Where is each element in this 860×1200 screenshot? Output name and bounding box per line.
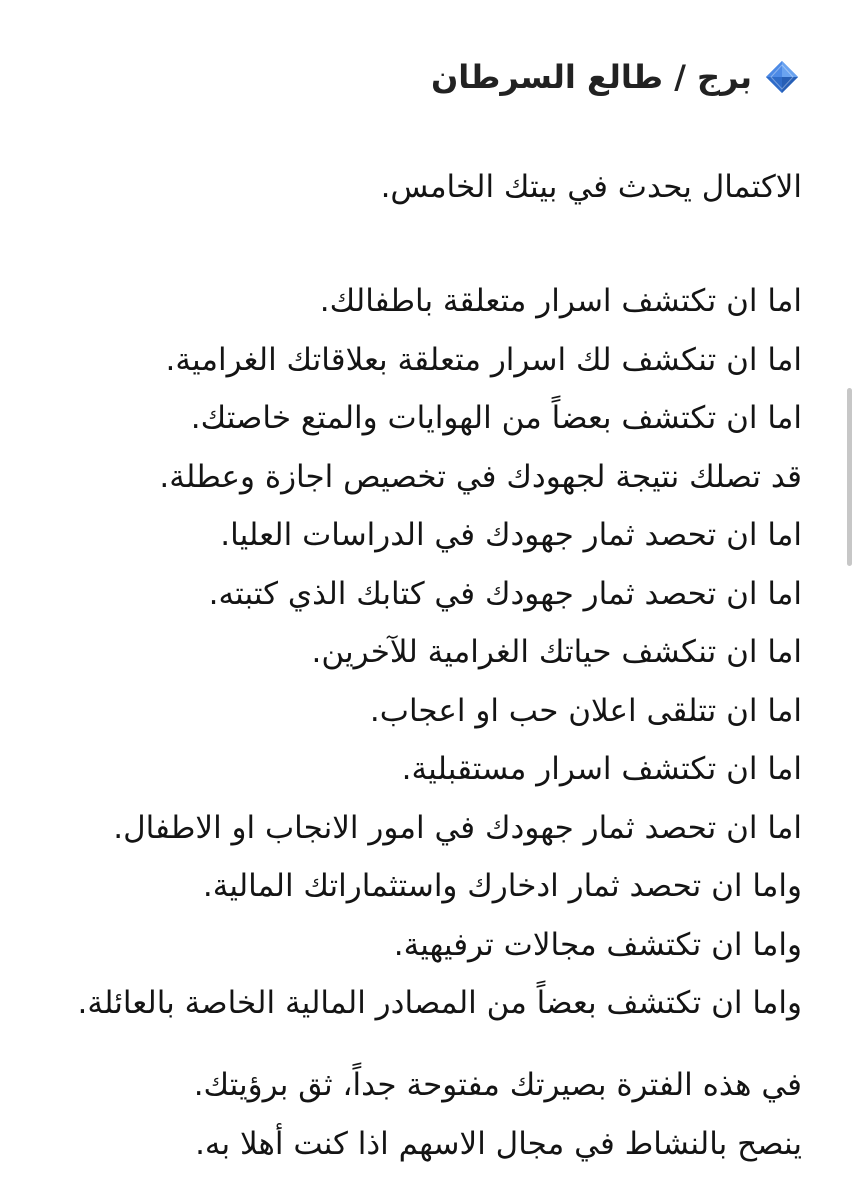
list-item: اما ان تحصد ثمار جهودك في كتابك الذي كتبته. (208, 575, 802, 612)
intro-paragraph (42, 158, 802, 217)
page-title: برج / طالع السرطان (430, 58, 752, 96)
blue-diamond-icon (764, 59, 800, 95)
predictions-list (42, 272, 802, 1033)
list-item: اما ان تحصد ثمار جهودك في الدراسات العليا. (220, 517, 802, 553)
intro-line: الاكتمال يحدث في بيتك الخامس. (380, 169, 802, 205)
closing-paragraph (42, 1056, 802, 1173)
list-item: واما ان تكتشف مجالات ترفيهية. (393, 926, 802, 963)
closing-line: ينصح بالنشاط في مجال الاسهم اذا كنت أهلا به. (195, 1125, 802, 1162)
list-item: اما ان تكتشف اسرار متعلقة باطفالك. (319, 283, 802, 319)
list-item: واما ان تكتشف بعضاً من المصادر المالية الخاصة بالعائلة. (77, 985, 802, 1021)
list-item: اما ان تكتشف اسرار مستقبلية. (401, 751, 802, 787)
list-item: قد تصلك نتيجة لجهودك في تخصيص اجازة وعطلة. (159, 458, 802, 495)
list-item: اما ان تتلقى اعلان حب او اعجاب. (369, 692, 802, 729)
list-item: اما ان تنكشف لك اسرار متعلقة بعلاقاتك الغرامية. (165, 341, 802, 378)
title-row (431, 52, 800, 102)
list-item: اما ان تحصد ثمار جهودك في امور الانجاب او الاطفال. (113, 809, 802, 846)
list-item: اما ان تكتشف بعضاً من الهوايات والمتع خاصتك. (190, 400, 802, 436)
scrollbar-thumb[interactable] (847, 388, 852, 566)
list-item: واما ان تحصد ثمار ادخارك واستثماراتك المالية. (202, 868, 802, 904)
closing-line: في هذه الفترة بصيرتك مفتوحة جداً، ثق برؤيتك. (193, 1067, 802, 1103)
list-item: اما ان تنكشف حياتك الغرامية للآخرين. (311, 634, 802, 670)
